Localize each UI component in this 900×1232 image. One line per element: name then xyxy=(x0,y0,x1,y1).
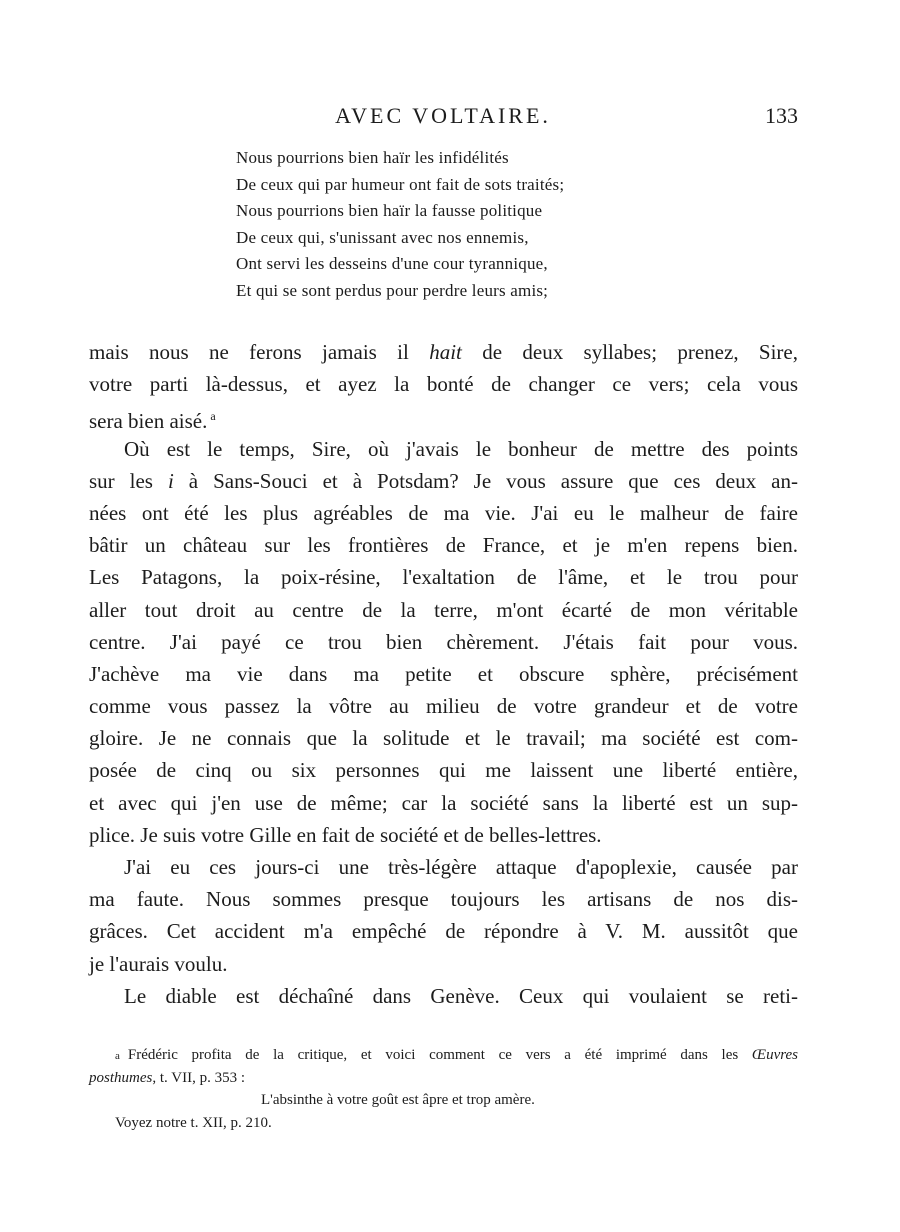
italic-word: Œuvres xyxy=(751,1047,798,1063)
verse-line: De ceux qui par humeur ont fait de sots traités; xyxy=(236,174,565,194)
text-line: nées ont été les plus agréables de ma vie. J'ai eu le malheur de faire xyxy=(89,500,798,525)
text-line: votre parti là-dessus, et ayez la bonté de changer ce vers; cela vous xyxy=(89,372,798,397)
text-line: Le diable est déchaîné dans Genève. Ceux qui voulaient se reti- xyxy=(124,983,798,1008)
footnote-line xyxy=(89,1067,798,1090)
running-head xyxy=(88,100,798,132)
text-run: Frédéric profita de la critique, et voici comment ce vers a été imprimé dans les xyxy=(127,1047,739,1063)
text-line: gloire. Je ne connais que la solitude et le travail; ma société est com- xyxy=(89,726,798,751)
footnote-quote: L'absinthe à votre goût est âpre et trop amère. xyxy=(261,1092,535,1108)
text-line: Où est le temps, Sire, où j'avais le bonheur de mettre des points xyxy=(124,436,798,461)
text-line: plice. Je suis votre Gille en fait de société et de belles-lettres. xyxy=(89,822,602,847)
text-line xyxy=(89,336,798,368)
verse-block xyxy=(236,145,564,304)
italic-word: i xyxy=(167,468,174,493)
text-line: J'ai eu ces jours-ci une très-légère attaque d'apoplexie, causée par xyxy=(124,855,798,879)
verse-line: Nous pourrions bien haïr les infidélités xyxy=(236,148,509,167)
body-text xyxy=(89,336,798,1012)
verse-line: Et qui se sont perdus pour perdre leurs amis; xyxy=(236,280,549,300)
text-line: grâces. Cet accident m'a empêché de répondre à V. M. aussitôt que xyxy=(89,919,798,944)
text-line xyxy=(89,400,798,432)
text-line: Les Patagons, la poix-résine, l'exaltation de l'âme, et le trou pour xyxy=(89,565,798,590)
running-title: AVEC VOLTAIRE. xyxy=(335,103,551,128)
text-line: aller tout droit au centre de la terre, m'ont écarté de mon véritable xyxy=(89,597,798,622)
text-line: bâtir un château sur les frontières de France, et je m'en repens bien. xyxy=(89,533,798,558)
verse-line: Nous pourrions bien haïr la fausse politique xyxy=(236,201,543,220)
verse-line: Ont servi les desseins d'une cour tyrannique, xyxy=(236,254,548,273)
text-run: mais nous ne ferons jamais il xyxy=(89,340,430,364)
text-line: comme vous passez la vôtre au milieu de votre grandeur et de votre xyxy=(89,694,798,719)
footnote-line xyxy=(89,1044,798,1067)
italic-word: hait xyxy=(429,340,462,364)
footnote-letter: a xyxy=(115,1050,120,1062)
footnotes xyxy=(89,1044,798,1134)
italic-word: posthumes xyxy=(89,1069,153,1086)
text-line: J'achève ma vie dans ma petite et obscure sphère, précisément xyxy=(89,661,798,686)
text-line: ma faute. Nous sommes presque toujours les artisans de nos dis- xyxy=(89,887,798,912)
text-run: sera bien aisé. xyxy=(89,409,208,434)
text-line: et avec qui j'en use de même; car la société sans la liberté est un sup- xyxy=(89,790,798,815)
text-line: centre. J'ai payé ce trou bien chèrement. J'étais fait pour vous. xyxy=(89,629,798,654)
text-run: sur les xyxy=(89,468,168,493)
text-line: je l'aurais voulu. xyxy=(89,951,228,976)
text-run: , t. VII, p. 353 : xyxy=(152,1069,245,1086)
verse-line: De ceux qui, s'unissant avec nos ennemis, xyxy=(236,227,529,247)
footnote-reference: Voyez notre t. XII, p. 210. xyxy=(115,1114,272,1131)
text-run: de deux syllabes; prenez, Sire, xyxy=(461,340,798,364)
footnote-marker[interactable]: a xyxy=(210,409,216,424)
text-line xyxy=(89,465,798,497)
text-run: à Sans-Souci et à Potsdam? Je vous assure que ces deux an- xyxy=(173,468,798,493)
page-number: 133 xyxy=(765,103,798,128)
text-line: posée de cinq ou six personnes qui me laissent une liberté entière, xyxy=(89,758,798,783)
